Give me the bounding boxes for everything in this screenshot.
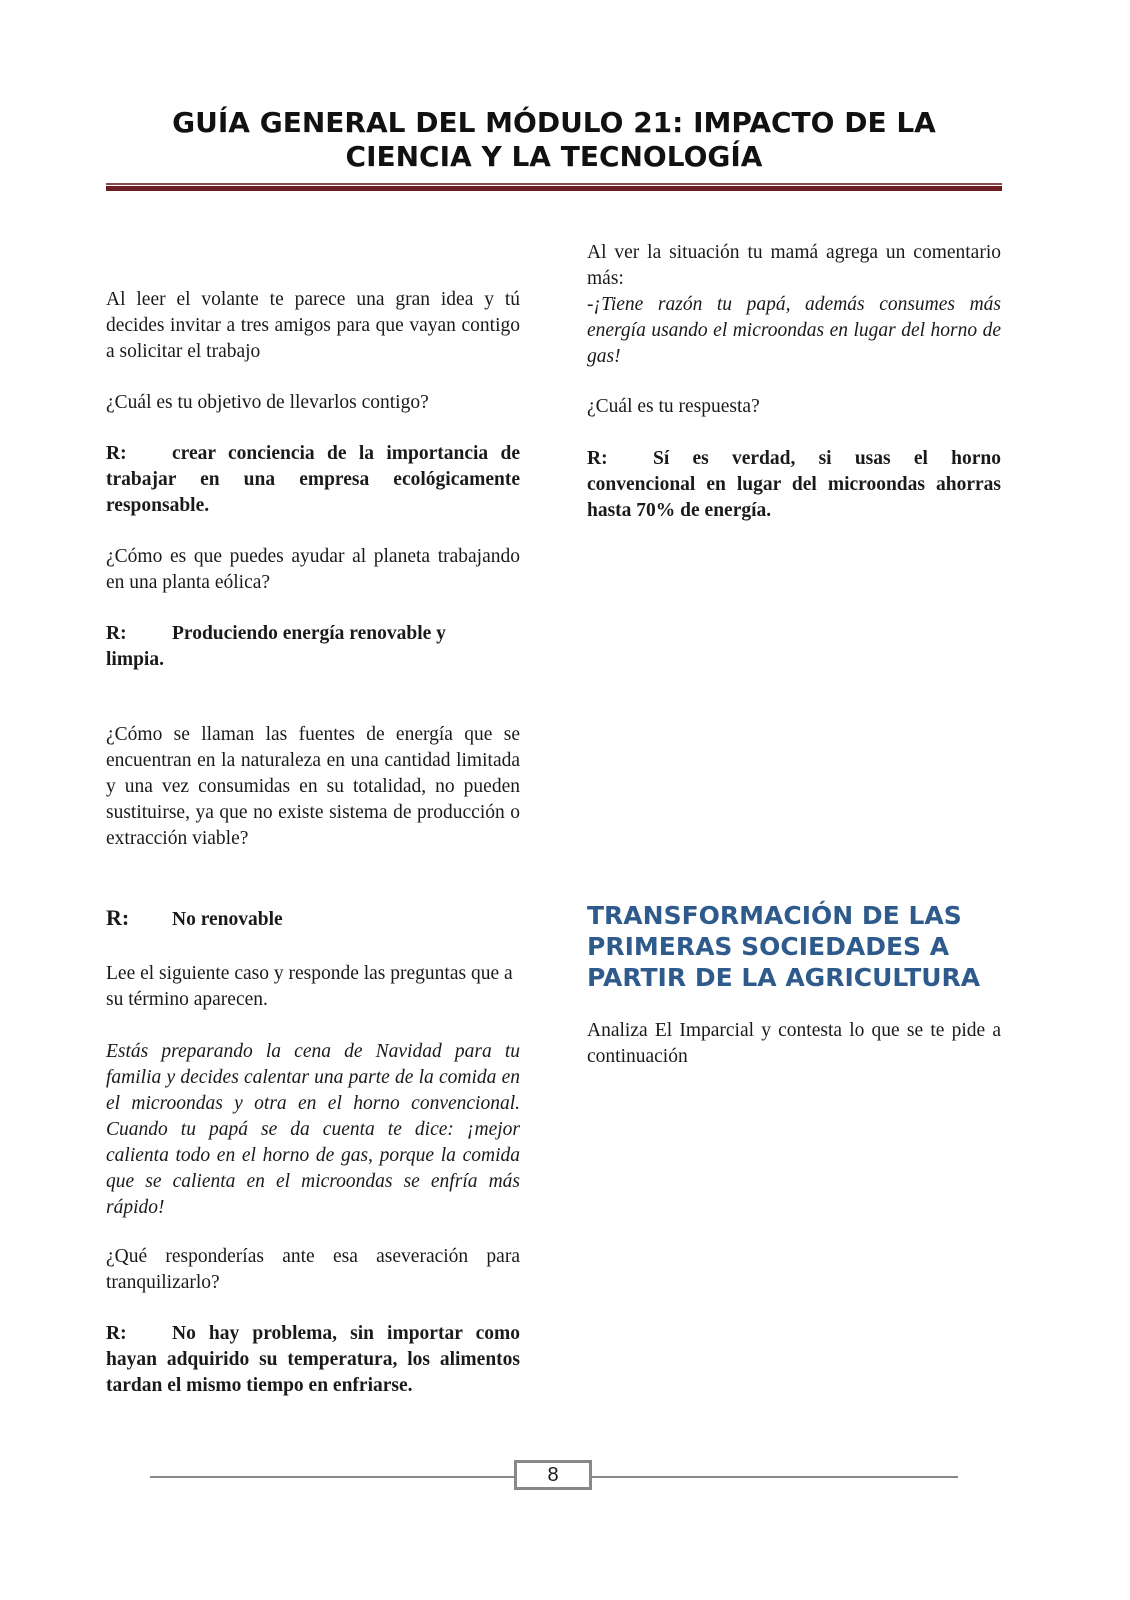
question: ¿Qué responderías ante esa aseveración para tranquilizarlo?: [106, 1246, 520, 1293]
answer: [106, 1321, 520, 1399]
page-title: GUÍA GENERAL DEL MÓDULO 21: IMPACTO DE LA CIENCIA Y LA TECNOLOGÍA: [172, 106, 936, 173]
page-number: 8: [514, 1460, 592, 1490]
quote-text: -¡Tiene razón tu papá, además consumes más energía usando el microondas en lugar del horno de gas!: [587, 294, 1001, 367]
answer-text: crear conciencia de la importancia de trabajar en una empresa ecológicamente responsable.: [106, 443, 520, 516]
answer-label: R:: [587, 448, 608, 469]
paragraph: Lee el siguiente caso y responde las preguntas que a su término aparecen.: [106, 963, 513, 1010]
paragraph: Al ver la situación tu mamá agrega un comentario más:: [587, 242, 1001, 289]
question: ¿Cuál es tu objetivo de llevarlos contigo?: [106, 392, 429, 413]
answer-label: R:: [106, 443, 127, 464]
answer: [106, 621, 506, 673]
answer: [106, 905, 520, 933]
header-rule-thick: [106, 186, 1002, 191]
section-heading: TRANSFORMACIÓN DE LAS PRIMERAS SOCIEDADES A PARTIR DE LA AGRICULTURA: [587, 901, 981, 992]
answer-text: Sí es verdad, si usas el horno convencional en lugar del microondas ahorras hasta 70% de energía.: [587, 448, 1001, 521]
paragraph: Al leer el volante te parece una gran idea y tú decides invitar a tres amigos para que vayan contigo a solicitar el trabajo: [106, 289, 520, 362]
answer-label: R:: [106, 1323, 127, 1344]
answer-label: R:: [106, 905, 130, 930]
question: ¿Cómo se llaman las fuentes de energía que se encuentran en la naturaleza en una cantidad limitada y una vez consumidas en su totalidad, no pueden sustituirse, ya que no existe sistema de producción o extracción viable?: [106, 724, 520, 849]
question: ¿Cómo es que puedes ayudar al planeta trabajando en una planta eólica?: [106, 546, 520, 593]
footer-rule-left: [150, 1476, 514, 1478]
header-rule-thin: [106, 183, 1002, 185]
answer-text: No hay problema, sin importar como hayan adquirido su temperatura, los alimentos tardan el mismo tiempo en enfriarse.: [106, 1323, 520, 1396]
answer: [587, 446, 1001, 524]
answer-text: No renovable: [172, 909, 283, 930]
question: ¿Cuál es tu respuesta?: [587, 396, 760, 417]
paragraph: Analiza El Imparcial y contesta lo que se te pide a continuación: [587, 1020, 1001, 1067]
answer-label: R:: [106, 623, 127, 644]
case-text: Estás preparando la cena de Navidad para tu familia y decides calentar una parte de la comida en el microondas y otra en el horno convencional. Cuando tu papá se da cuenta te dice: ¡mejor calienta todo en el horno de gas, porque la comida que se calienta en el microondas se enfría más rápido!: [106, 1041, 520, 1218]
footer-rule-right: [592, 1476, 958, 1478]
answer-text: Produciendo energía renovable y limpia.: [106, 623, 446, 670]
answer: [106, 441, 520, 519]
